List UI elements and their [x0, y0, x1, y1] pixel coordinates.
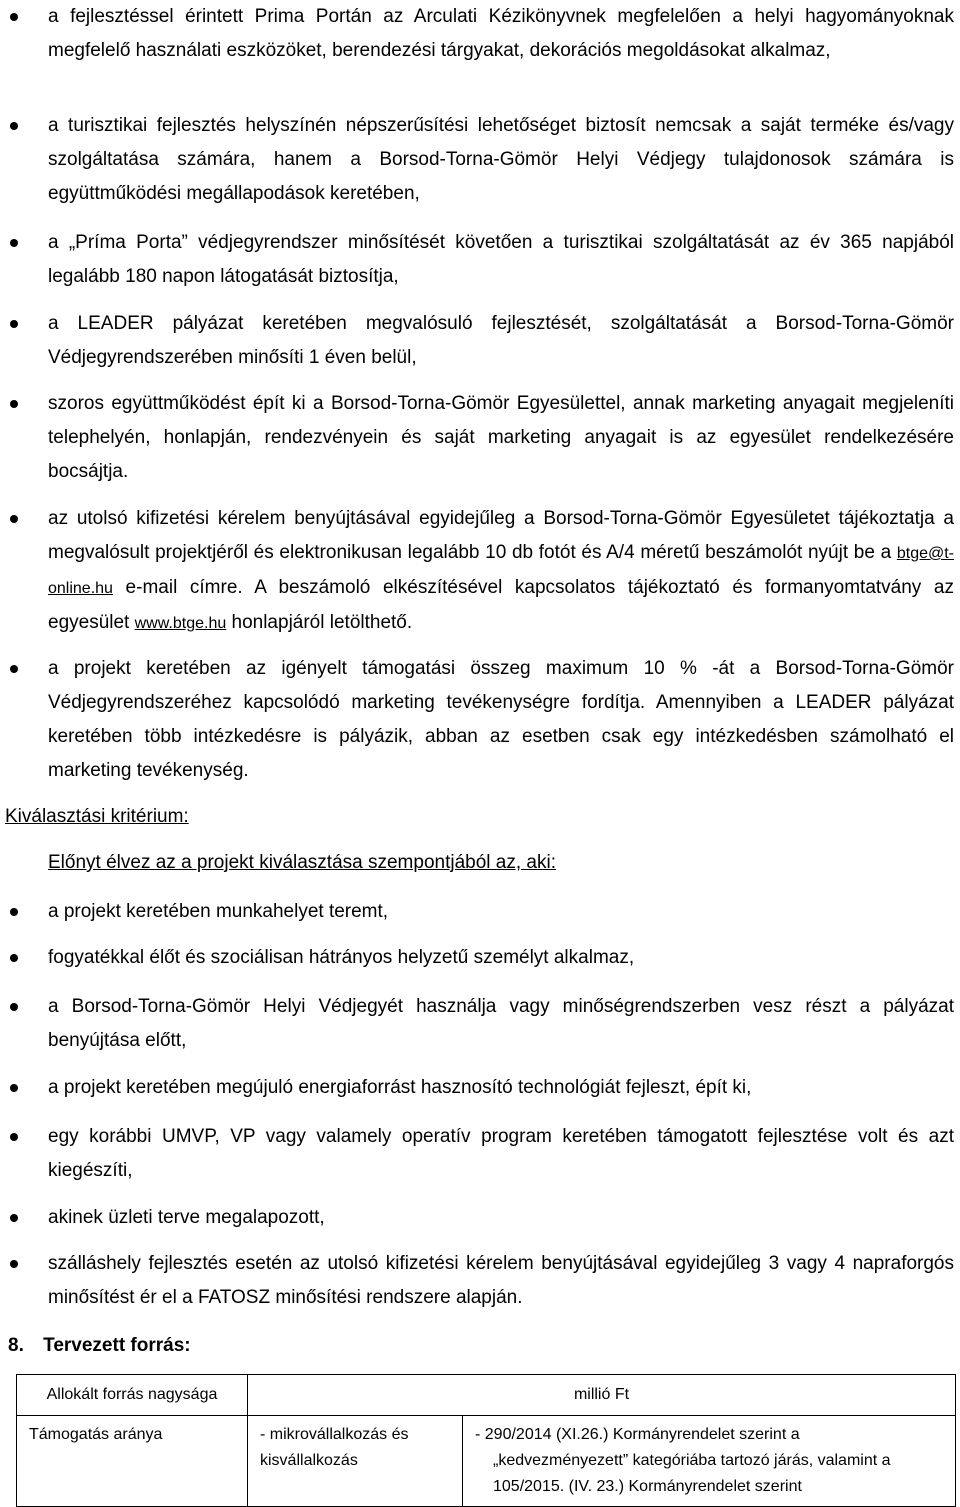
funding-table — [16, 1374, 956, 1507]
bullet-icon — [10, 1133, 18, 1141]
table-cell: Támogatás aránya — [17, 1416, 248, 1507]
list-item-text: szálláshely fejlesztés esetén az utolsó kifizetési kérelem benyújtásával egyidejűleg 3 vagy 4 napraforgós minősítést ér el a FATOSZ minősítési rendszere alapján. — [48, 1253, 954, 1308]
list-item-text: a LEADER pályázat keretében megvalósuló fejlesztését, szolgáltatását a Borsod-Torna-Gömör Védjegyrendszerében minősíti 1 éven belül, — [48, 313, 954, 368]
bullet-icon — [10, 239, 18, 247]
bullet-icon — [10, 122, 18, 130]
bullet-icon — [10, 1260, 18, 1268]
bullet-icon — [10, 515, 18, 523]
preference-heading: Előnyt élvez az a projekt kiválasztása szempontjából az, aki: — [48, 852, 556, 873]
bullet-icon — [10, 13, 18, 21]
table-cell: - mikrovállalkozás és kisvállalkozás — [248, 1416, 463, 1507]
list-item-text: a fejlesztéssel érintett Prima Portán az Arculati Kézikönyvnek megfelelően a helyi hagyományoknak megfelelő használati eszközöket, berendezési tárgyakat, dekorációs megoldásokat alkalmaz, — [48, 6, 954, 61]
report-text-3: honlapjáról letölthető. — [226, 612, 413, 633]
section-title: Tervezett forrás: — [43, 1335, 191, 1356]
bullet-icon — [10, 1214, 18, 1222]
bullet-icon — [10, 400, 18, 408]
report-text-2: e-mail címre. A beszámoló elkészítésével kapcsolatos tájékoztató és formanyomtatvány az egyesület — [48, 577, 954, 633]
table-cell-line: - 290/2014 (XI.26.) Kormányrendelet szerint a — [475, 1426, 800, 1443]
bullet-icon — [10, 1084, 18, 1092]
bullet-icon — [10, 320, 18, 328]
table-cell: Allokált forrás nagysága — [17, 1375, 248, 1416]
list-item-text: fogyatékkal élőt és szociálisan hátrányos helyzetű személyt alkalmaz, — [48, 947, 635, 968]
list-item-text: egy korábbi UMVP, VP vagy valamely operatív program keretében támogatott fejlesztése volt és azt kiegészíti, — [48, 1126, 954, 1181]
table-row — [17, 1375, 956, 1416]
list-item-text: a projekt keretében munkahelyet teremt, — [48, 901, 389, 922]
list-item-text: a turisztikai fejlesztés helyszínén népszerűsítési lehetőséget biztosít nemcsak a saját terméke és/vagy szolgáltatása számára, hanem a Borsod-Torna-Gömör Helyi Védjegy tulajdonosok számára is együttműködési megállapodások keretében, — [48, 115, 954, 204]
report-text-1: az utolsó kifizetési kérelem benyújtásával egyidejűleg a Borsod-Torna-Gömör Egyesületet tájékoztatja a megvalósult projektjéről és elektronikusan legalább 10 db fotót és A/4 méretű beszámolót nyújt be a — [48, 508, 954, 563]
list-item-text: a projekt keretében az igényelt támogatási összeg maximum 10 % -át a Borsod-Torna-Gömör Védjegyrendszeréhez kapcsolódó marketing tevékenységre fordítja. Amennyiben a LEADER pályázat keretében több intézkedésre is pályázik, abban az esetben csak egy intézkedésben számolható el marketing tevékenység. — [48, 658, 954, 781]
email-link[interactable]: btge@t-online.hu — [48, 545, 954, 597]
list-item-text: a Borsod-Torna-Gömör Helyi Védjegyét használja vagy minőségrendszerben vesz részt a pályázat benyújtása előtt, — [48, 996, 954, 1051]
list-item-text: akinek üzleti terve megalapozott, — [48, 1207, 325, 1228]
table-cell: millió Ft — [248, 1375, 956, 1416]
website-link[interactable]: www.btge.hu — [134, 615, 227, 632]
bullet-icon — [10, 665, 18, 673]
list-item-text — [48, 502, 954, 641]
bullet-icon — [10, 908, 18, 916]
section-number: 8. — [8, 1335, 24, 1356]
bullet-icon — [10, 1003, 18, 1011]
table-cell-line: „kedvezményezett” kategóriába tartozó járás, valamint a 105/2015. (IV. 23.) Kormányrendelet szerint — [493, 1452, 891, 1495]
selection-heading: Kiválasztási kritérium: — [5, 806, 189, 827]
bullet-icon — [10, 954, 18, 962]
section-heading — [8, 1329, 191, 1363]
list-item-text: szoros együttműködést épít ki a Borsod-Torna-Gömör Egyesülettel, annak marketing anyagait megjeleníti telephelyén, honlapján, rendezvényein és saját marketing anyagait is az egyesület rendelkezésére bocsájtja. — [48, 393, 954, 482]
list-item-text: a projekt keretében megújuló energiaforrást hasznosító technológiát fejleszt, épít ki, — [48, 1077, 752, 1098]
list-item-text: a „Príma Porta” védjegyrendszer minősítését követően a turisztikai szolgáltatását az év 365 napjából legalább 180 napon látogatását biztosítja, — [48, 232, 954, 287]
table-row — [17, 1416, 956, 1507]
table-cell — [463, 1416, 956, 1507]
